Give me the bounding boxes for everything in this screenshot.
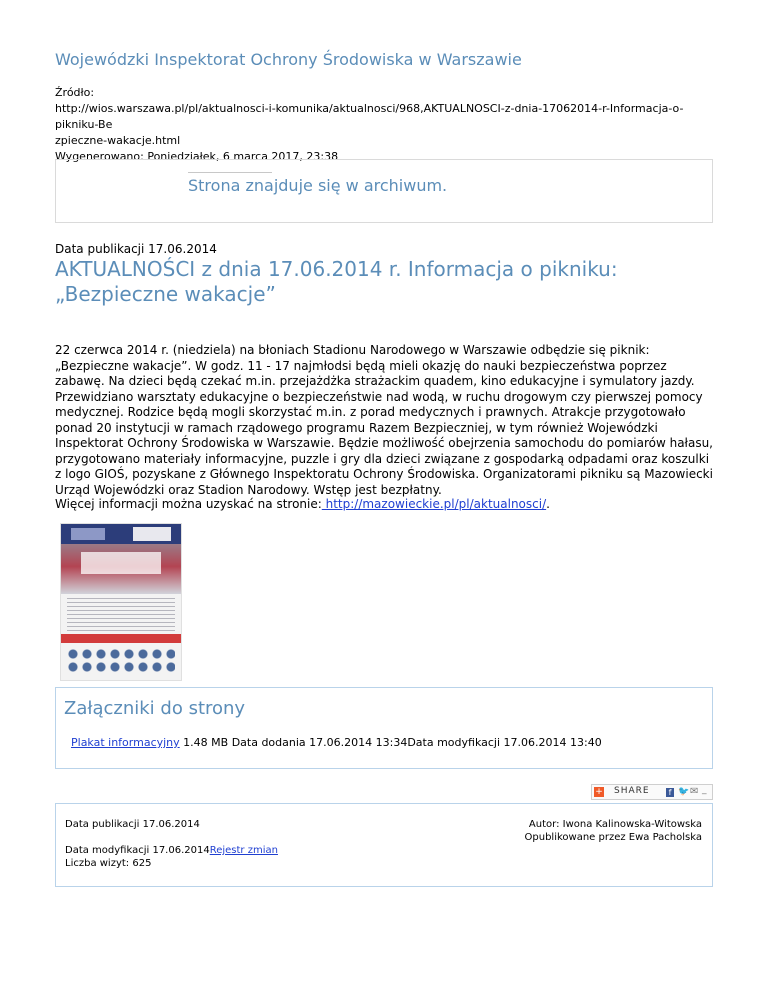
share-button[interactable]	[591, 784, 713, 800]
poster-image[interactable]	[60, 523, 182, 681]
source-url-line2: zpieczne-wakacje.html	[55, 134, 181, 147]
publication-date: Data publikacji 17.06.2014	[55, 242, 217, 256]
poster-partner-logos	[67, 648, 175, 674]
article-title: AKTUALNOŚCI z dnia 17.06.2014 r. Informacja o pikniku: „Bezpieczne wakacje”	[55, 257, 618, 306]
poster-logo-left	[71, 528, 105, 540]
more-share-icon[interactable]: _	[702, 785, 707, 795]
attachments-heading: Załączniki do strony	[64, 698, 246, 719]
source-url-line1: http://wios.warszawa.pl/pl/aktualnosci-i-komunika/aktualnosci/968,AKTUALNOSCI-z-dnia-17062014-r-Informacja-o-pikniku-Be	[55, 102, 684, 131]
archive-notice: Strona znajduje się w archiwum.	[188, 176, 448, 195]
published-by: Opublikowane przez Ewa Pacholska	[524, 832, 702, 843]
page-metadata-box	[55, 803, 713, 887]
poster-title-band	[81, 552, 161, 574]
footer-modification	[65, 844, 278, 857]
changelog-link[interactable]: Rejestr zmian	[209, 845, 278, 856]
share-label: SHARE	[614, 786, 650, 796]
twitter-icon[interactable]: 🐦	[678, 787, 690, 797]
email-icon[interactable]: ✉	[690, 786, 699, 797]
source-info	[55, 85, 715, 165]
footer-modification-date: Data modyfikacji 17.06.2014	[65, 845, 210, 856]
attachment-link[interactable]: Plakat informacyjny	[71, 736, 180, 749]
poster-logo-right	[133, 527, 171, 541]
article-body: 22 czerwca 2014 r. (niedziela) na błoniach Stadionu Narodowego w Warszawie odbędzie się piknik: „Bezpieczne wakacje”. W godz. 11 - 17 najmłodsi będą mieli okazję do nauki bezpieczeństwa poprzez zabawę. Na dzieci będą czekać m.in. przejażdżka strażackim quadem, kino edukacyjne i symulatory jazdy. Przewidziano warsztaty edukacyjne o bezpieczeństwie nad wodą, w ruchu drogowym czy pierwszej pomocy medycznej. Rodzice będą mogli skorzystać m.in. z porad medycznych i prawnych. Atrakcje przygotowało ponad 20 instytucji w ramach rządowego programu Razem Bezpieczniej, w tym również Wojewódzki Inspektorat Ochrony Środowiska w Warszawie. Będzie możliwość obejrzenia samochodu do pomiarów hałasu, przygotowano materiały informacyjne, puzzle i gry dla dzieci związane z gospodarką odpadami oraz koszulki z logo GIOŚ, pozyskane z Głównego Inspektoratu Ochrony Środowiska. Organizatorami pikniku są Mazowiecki Urząd Wojewódzki oraz Stadion Narodowy. Wstęp jest bezpłatny.	[55, 343, 713, 497]
site-title: Wojewódzki Inspektorat Ochrony Środowiska w Warszawie	[55, 50, 522, 69]
author: Autor: Iwona Kalinowska-Witowska	[528, 819, 702, 830]
footer-publication-date: Data publikacji 17.06.2014	[65, 819, 200, 830]
attachment-item	[71, 736, 602, 749]
facebook-icon[interactable]: f	[666, 788, 674, 797]
more-info-text: Więcej informacji można uzyskać na stronie:	[55, 497, 322, 511]
archive-divider	[188, 172, 272, 173]
attachments-box	[55, 687, 713, 769]
plus-icon: +	[595, 787, 603, 797]
generated-date: Wygenerowano: Poniedziałek, 6 marca 2017, 23:38	[55, 150, 339, 163]
attachment-details: 1.48 MB Data dodania 17.06.2014 13:34Data modyfikacji 17.06.2014 13:40	[179, 736, 602, 749]
visit-count: Liczba wizyt: 625	[65, 858, 152, 869]
archive-notice-box	[55, 159, 713, 223]
poster-red-banner	[61, 634, 181, 643]
more-info-end: .	[546, 497, 550, 511]
poster-attractions-list	[67, 598, 175, 632]
source-label: Źródło:	[55, 86, 95, 99]
more-info-link[interactable]: http://mazowieckie.pl/pl/aktualnosci/	[321, 497, 547, 511]
more-info	[55, 497, 550, 511]
